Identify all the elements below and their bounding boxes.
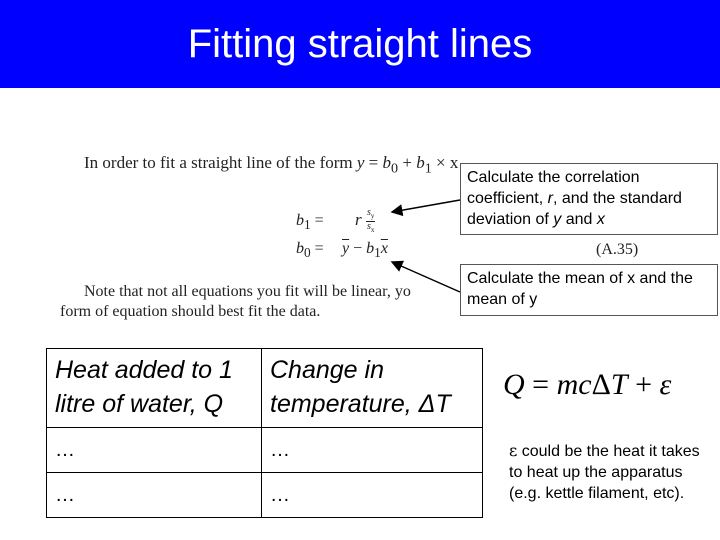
table-cell: … — [262, 428, 483, 473]
heat-equation — [503, 368, 671, 402]
data-table — [46, 348, 483, 518]
b1-frac-den-sub: x — [370, 226, 375, 234]
line-form-b1: b — [416, 153, 425, 172]
callout-correlation-r: r — [547, 190, 553, 207]
eq-equals: = — [524, 368, 557, 401]
header-heat-line2: litre of water, Q — [55, 390, 224, 418]
note-line-2: form of equation should best fit the data. — [60, 303, 321, 320]
header-temp-line2: temperature, ΔT — [270, 390, 451, 418]
eq-q: Q — [503, 368, 525, 401]
b0-lhs: b — [296, 240, 304, 257]
b1-frac-num-sub: y — [370, 212, 375, 220]
line-form-eq: = — [364, 153, 383, 172]
epsilon-note-text: could be the heat it takes to heat up the apparatus (e.g. kettle filament, etc). — [509, 443, 700, 502]
line-form-plus: + — [398, 153, 417, 172]
epsilon-symbol: ε — [509, 441, 518, 460]
table-cell: … — [47, 473, 262, 518]
b0-b1: b — [366, 240, 375, 257]
callout-correlation-and: and — [561, 211, 597, 228]
b0-eq: = — [310, 240, 324, 257]
table-cell: … — [262, 473, 483, 518]
table-header-row — [47, 349, 483, 428]
line-form-b0-sub: 0 — [391, 160, 399, 177]
b1-lhs-sub: 1 — [304, 217, 311, 233]
line-form-b1-sub: 1 — [424, 160, 432, 177]
b1-eq: = — [310, 212, 324, 229]
page-title: Fitting straight lines — [187, 22, 533, 66]
b0-xbar: $\overline{x}$ — [380, 240, 388, 257]
header-heat-line1: Heat added to 1 — [55, 356, 233, 384]
callout-correlation — [460, 163, 718, 235]
eq-t: T — [610, 368, 628, 401]
callout-correlation-pre: Calculate the correlation coefficient, — [467, 169, 640, 207]
header-temp-line1: Change in — [270, 356, 384, 384]
b0-ybar: $\overline{y}$ — [342, 240, 350, 257]
header-temp — [262, 349, 483, 428]
b1-r: r — [355, 210, 362, 229]
callout-correlation-x: x — [596, 211, 605, 228]
eq-mc: mc — [556, 368, 592, 401]
table-row — [47, 428, 483, 473]
header-heat — [47, 349, 262, 428]
arrow-to-b0 — [392, 262, 460, 292]
line-form-tail: × x — [431, 153, 459, 172]
arrow-to-b1 — [392, 200, 460, 212]
line-form-y: y — [356, 153, 365, 172]
callout-correlation-y: y — [553, 211, 562, 228]
eq-plus: + — [627, 368, 660, 401]
b0-b1-sub: 1 — [374, 245, 381, 261]
line-form-b0: b — [382, 153, 392, 172]
callout-mean: Calculate the mean of x and the mean of y — [460, 264, 718, 316]
b1-frac-num: s — [367, 207, 371, 218]
note-line-1: Note that not all equations you fit will be linear, yo — [84, 283, 411, 300]
b1-lhs: b — [296, 212, 304, 229]
table-cell: … — [47, 428, 262, 473]
b0-lhs-sub: 0 — [304, 245, 311, 261]
equation-number: (A.35) — [596, 241, 639, 258]
eq-delta: Δ — [591, 368, 611, 401]
eq-epsilon: ε — [659, 368, 672, 401]
b0-minus: − — [349, 240, 367, 257]
epsilon-note — [509, 440, 709, 504]
callout-correlation-mid: , and the standard deviation of — [467, 190, 682, 228]
intro-text: In order to fit a straight line of the form — [84, 153, 353, 172]
b1-frac-den: s — [367, 221, 371, 232]
table-row — [47, 473, 483, 518]
